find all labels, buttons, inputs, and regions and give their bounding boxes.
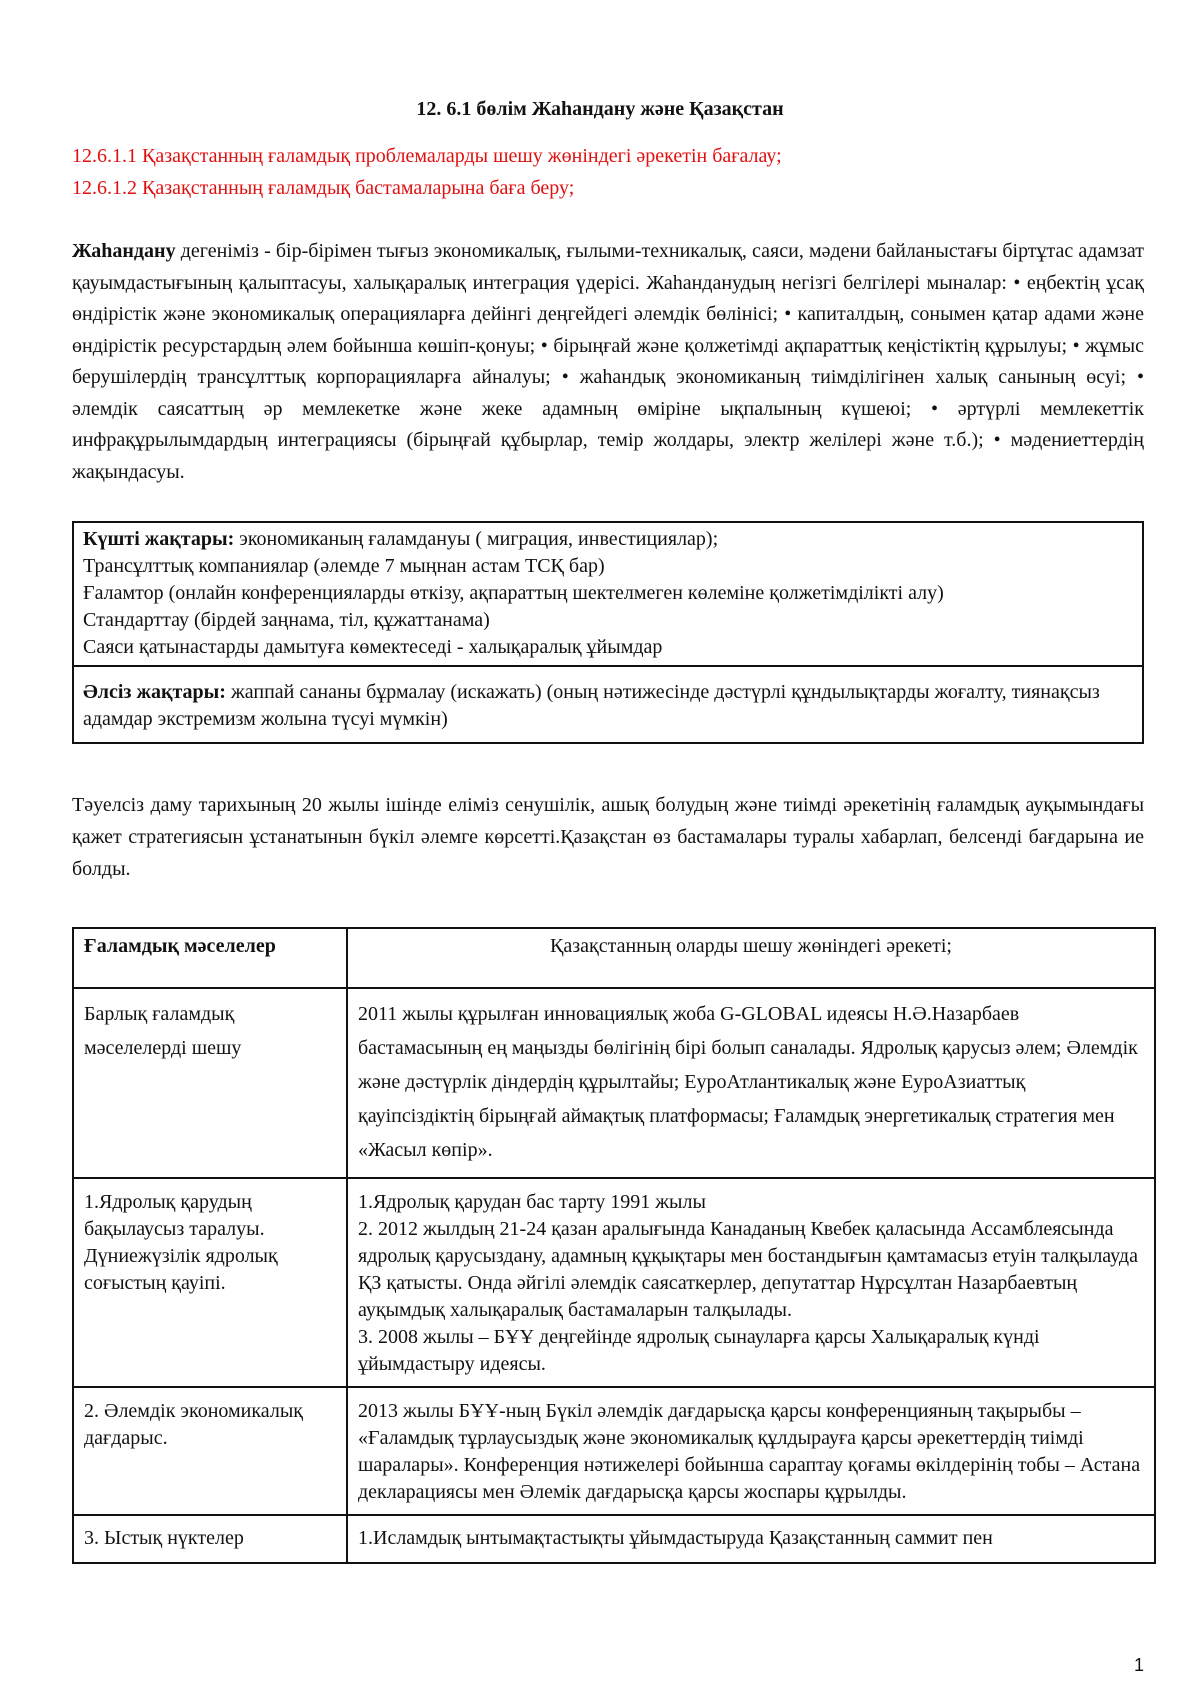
page-number: 1 [1133, 1655, 1144, 1675]
independence-paragraph: Тәуелсіз даму тарихының 20 жылы ішінде еліміз сенушілік, ашық болудың және тиімді әрекетінің ғаламдық ауқымындағы қажет стратегиясын ұстанатынын бүкіл әлемге көрсетті.Қазақстан өз бастамалары туралы хабарлап, белсенді бағдарына ие болды. [72, 794, 1144, 880]
issue-cell: Барлық ғаламдық мәселелерді шешу [73, 988, 347, 1178]
strengths-section [74, 523, 1142, 665]
intro-term: Жаһандану [72, 240, 176, 262]
weaknesses-label: Әлсіз жақтары: [83, 681, 226, 703]
table-row [73, 1515, 1155, 1563]
strengths-first: экономиканың ғаламдануы ( миграция, инвестициялар); [234, 528, 719, 550]
issue-cell: 3. Ыстық нүктелер [73, 1515, 347, 1563]
objective-2: 12.6.1.2 Қазақстанның ғаламдық бастамаларына баға беру; [72, 177, 575, 199]
intro-paragraph [72, 236, 1144, 488]
pros-cons-box [72, 521, 1144, 744]
strength-item: Саяси қатынастарды дамытуға көмектеседі - халықаралық ұйымдар [83, 636, 663, 658]
objective-1: 12.6.1.1 Қазақстанның ғаламдық проблемаларды шешу жөніндегі әрекетін бағалау; [72, 145, 782, 167]
action-cell [347, 1387, 1155, 1515]
strengths-label: Күшті жақтары: [83, 528, 235, 550]
strength-item: Трансұлттық компаниялар (әлемде 7 мыңнан астам ТСҚ бар) [83, 555, 605, 577]
action-cell [347, 1178, 1155, 1387]
issue-cell: 1.Ядролық қарудың бақылаусыз таралуы. Дүниежүзілік ядролық соғыстың қауіпі. [73, 1178, 347, 1387]
header-issues: Ғаламдық мәселелер [73, 928, 347, 988]
action-cell [347, 988, 1155, 1178]
weaknesses-section [74, 665, 1142, 742]
weaknesses-text: жаппай сананы бұрмалау (искажать) (оның нәтижесінде дәстүрлі құндылықтарды жоғалту, тиянақсыз адамдар экстремизм жолына түсуі мүмкін) [83, 681, 1100, 730]
intro-text: дегеніміз - бір-бірімен тығыз экономикалық, ғылыми-техникалық, саяси, мәдени байланыстағы біртұтас адамзат қауымдастығының қалыптасуы, халықаралық интеграция үдерісі. Жаһанданудың негізгі белгілері мыналар: • еңбектің ұсақ өндірістік және экономикалық операцияларға дейінгі деңгейдегі әлемдік бөлінісі; • капиталдың, сонымен қатар адами және өндірістік ресурстардың әлем бойынша көшіп-қонуы; • бірыңғай және қолжетімді ақпараттық кеңістіктің құрылуы; • жұмыс берушілердің трансұлттық корпорацияларға айналуы; • жаһандық экономиканың тиімділігінен халық санының өсуі; • әлемдік саясаттың әр мемлекетке және жеке адамның өміріне ықпалының күшеюі; • әртүрлі мемлекеттік инфрақұрылымдардың интеграциясы (бірыңғай құбырлар, темір жолдары, электр желілері және т.б.); • мәдениеттердің жақындасуы. [72, 240, 1144, 483]
global-issues-table [72, 927, 1156, 1564]
issue-cell: 2. Әлемдік экономикалық дағдарыс. [73, 1387, 347, 1515]
strength-item: Ғаламтор (онлайн конференцияларды өткізу, ақпараттың шектелмеген көлеміне қолжетімділікті алу) [83, 582, 944, 604]
action-text: 2. 2012 жылдың 21-24 қазан аралығында Канаданың Квебек қаласында Ассамблеясында ядролық қарусыздану, адамның құқықтары мен бостандығын қамтамасыз етуін талқылауда ҚЗ қатысты. Онда әйгілі әлемдік саясаткерлер, депутаттар Нұрсұлтан Назарбаевтың ауқымдық халықаралық бастамаларын талқылады. [358, 1218, 1138, 1321]
table-header-row [73, 928, 1155, 988]
table-row [73, 1178, 1155, 1387]
action-text: 1.Ядролық қарудан бас тарту 1991 жылы [358, 1191, 706, 1213]
strength-item: Стандарттау (бірдей заңнама, тіл, құжаттанама) [83, 609, 490, 631]
table-row [73, 1387, 1155, 1515]
action-cell [347, 1515, 1155, 1563]
table-row [73, 988, 1155, 1178]
action-text: 2013 жылы БҰҰ-ның Бүкіл әлемдік дағдарысқа қарсы конференцияның тақырыбы – «Ғаламдық тұрлаусыздық және экономикалық құлдырауға қарсы әрекеттердің тиімді шаралары». Конференция нәтижелері бойынша сараптау қоғамы өкілдерінің тобы – Астана декларациясы мен Әлемік дағдарысқа қарсы жоспары құрылды. [358, 1400, 1141, 1503]
action-text: 2011 жылы құрылған инновациялық жоба G-GLOBAL идеясы Н.Ә.Назарбаев бастамасының ең маңызды бөлігінің бірі болып саналады. Ядролық қарусыз әлем; Әлемдік және дәстүрлік діндердің құрылтайы; ЕуроАтлантикалық және ЕуроАзиаттық қауіпсіздіктің бірыңғай аймақтық платформасы; Ғаламдық энергетикалық стратегия мен «Жасыл көпір». [358, 1003, 1138, 1161]
action-text: 3. 2008 жылы – БҰҰ деңгейінде ядролық сынауларға қарсы Халықаралық күнді ұйымдастыру идеясы. [358, 1326, 1040, 1375]
action-text: 1.Исламдық ынтымақтастықты ұйымдастыруда Қазақстанның саммит пен [358, 1527, 993, 1549]
header-actions: Қазақстанның оларды шешу жөніндегі әрекеті; [347, 928, 1155, 988]
page-title: 12. 6.1 бөлім Жаһандану және Қазақстан [416, 98, 784, 120]
